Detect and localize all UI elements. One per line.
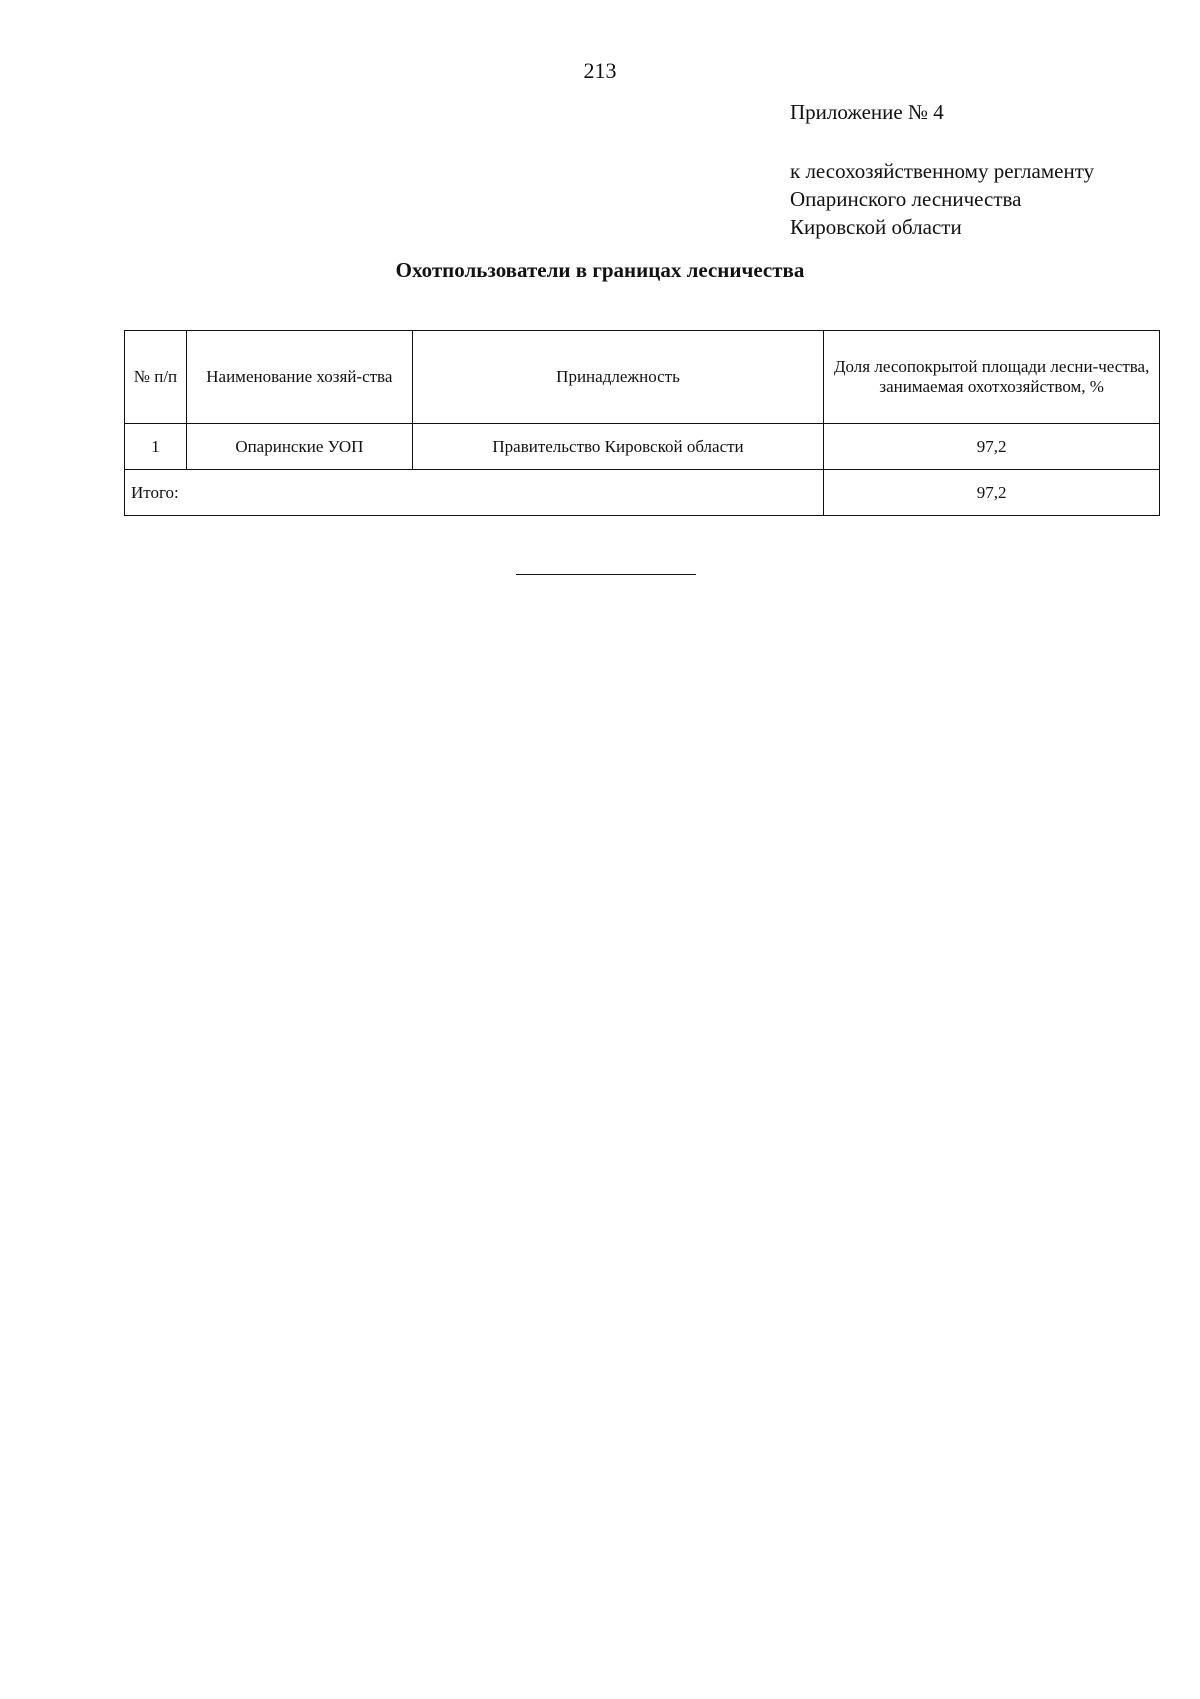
page-number: 213 [583, 58, 617, 83]
document-title: Охотпользователи в границах лесничества [395, 258, 805, 282]
end-divider [516, 574, 696, 575]
cell-number: 1 [125, 424, 187, 470]
appendix-label: Приложение № 4 [790, 100, 944, 124]
total-label: Итого: [125, 470, 824, 516]
reference-line: Кировской области [790, 215, 962, 239]
cell-name: Опаринские УОП [186, 424, 412, 470]
column-header-share: Доля лесопокрытой площади лесни-чества, занимаемая охотхозяйством, % [824, 331, 1160, 424]
hunting-users-table [124, 330, 1160, 516]
column-header-name: Наименование хозяй-ства [186, 331, 412, 424]
cell-share: 97,2 [824, 424, 1160, 470]
table-total-row [125, 470, 1160, 516]
reference-line: Опаринского лесничества [790, 187, 1022, 211]
appendix-reference [790, 157, 1094, 241]
total-value: 97,2 [824, 470, 1160, 516]
column-header-ownership: Принадлежность [412, 331, 824, 424]
cell-ownership: Правительство Кировской области [412, 424, 824, 470]
table-header-row [125, 331, 1160, 424]
reference-line: к лесохозяйственному регламенту [790, 159, 1095, 183]
table-row [125, 424, 1160, 470]
column-header-number: № п/п [125, 331, 187, 424]
